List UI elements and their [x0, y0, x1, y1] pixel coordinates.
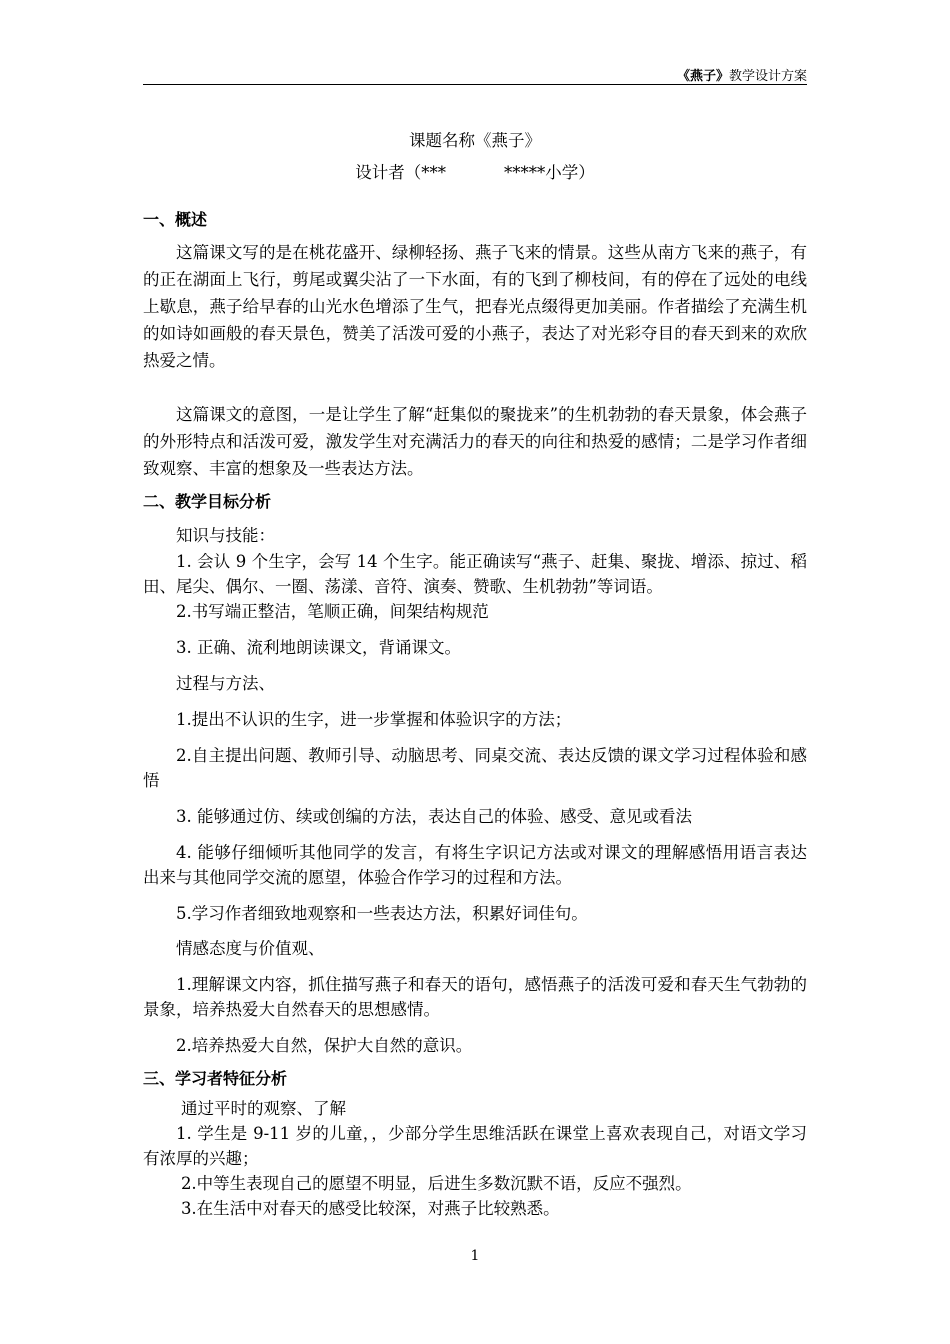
process-title: 过程与方法、: [176, 674, 275, 693]
overview-paragraph-2: 这篇课文的意图，一是让学生了解“赶集似的聚拢来”的生机勃勃的春天景象，体会燕子的外形特点和活泼可爱，激发学生对充满活力的春天的向往和热爱的感情；二是学习作者细致观察、丰富的想象及一些表达方法。: [143, 405, 807, 478]
header-title-bold: 《燕子》: [676, 69, 729, 84]
knowledge-item-1: 1. 会认 9 个生字，会写 14 个生字。能正确读写“燕子、赶集、聚拢、增添、掠过、稻田、尾尖、偶尔、一圈、荡漾、音符、演奏、赞歌、生机勃勃”等词语。: [143, 552, 807, 596]
process-item-5: 5.学习作者细致地观察和一些表达方法，积累好词佳句。: [176, 904, 588, 923]
designer-name: 设计者（***: [355, 163, 446, 182]
knowledge-title: 知识与技能：: [176, 526, 275, 545]
section-heading-objectives: 二、教学目标分析: [143, 492, 272, 511]
designer-school: *****小学）: [504, 163, 595, 182]
process-item-3: 3. 能够通过仿、续或创编的方法，表达自己的体验、感受、意见或看法: [176, 807, 692, 826]
emotion-item-1: 1.理解课文内容，抓住描写燕子和春天的语句，感悟燕子的活泼可爱和春天生气勃勃的景象，培养热爱大自然春天的思想感情。: [143, 975, 807, 1019]
knowledge-item-3: 3. 正确、流利地朗读课文，背诵课文。: [176, 638, 461, 657]
designer-line: [143, 163, 807, 183]
document-body: [143, 131, 807, 1221]
lesson-title: 课题名称《燕子》: [409, 131, 541, 150]
emotion-item-2: 2.培养热爱大自然，保护大自然的意识。: [176, 1036, 473, 1055]
running-header: [677, 65, 807, 84]
process-item-1: 1.提出不认识的生字，进一步掌握和体验识字的方法；: [176, 710, 572, 729]
knowledge-item-2: 2.书写端正整洁，笔顺正确，间架结构规范: [176, 602, 489, 621]
learners-item-1: 1. 学生是 9-11 岁的儿童，，少部分学生思维活跃在课堂上喜欢表现自己，对语文学习有浓厚的兴趣；: [143, 1124, 807, 1168]
process-item-2: 2.自主提出问题、教师引导、动脑思考、同桌交流、表达反馈的课文学习过程体验和感悟: [143, 746, 807, 790]
overview-paragraph-1: 这篇课文写的是在桃花盛开、绿柳轻扬、燕子飞来的情景。这些从南方飞来的燕子，有的正在湖面上飞行，剪尾或翼尖沾了一下水面，有的飞到了柳枝间，有的停在了远处的电线上歇息，燕子给早春的山光水色增添了生气，把春光点缀得更加美丽。作者描绘了充满生机的如诗如画般的春天景色，赞美了活泼可爱的小燕子，表达了对光彩夺目的春天到来的欢欣热爱之情。: [143, 243, 807, 370]
emotion-title: 情感态度与价值观、: [176, 939, 325, 958]
section-heading-learners: 三、学习者特征分析: [143, 1069, 288, 1088]
learners-item-3: 3.在生活中对春天的感受比较深，对燕子比较熟悉。: [180, 1199, 560, 1218]
header-rule: [143, 84, 807, 85]
page-number: 1: [470, 1248, 480, 1264]
learners-item-2: 2.中等生表现自己的愿望不明显，后进生多数沉默不语，反应不强烈。: [180, 1174, 692, 1193]
learners-intro: 通过平时的观察、了解: [180, 1099, 346, 1118]
header-title-rest: 教学设计方案: [728, 69, 807, 84]
section-heading-overview: 一、概述: [143, 210, 208, 229]
process-item-4: 4. 能够仔细倾听其他同学的发言，有将生字识记方法或对课文的理解感悟用语言表达出来与其他同学交流的愿望，体验合作学习的过程和方法。: [143, 843, 807, 887]
